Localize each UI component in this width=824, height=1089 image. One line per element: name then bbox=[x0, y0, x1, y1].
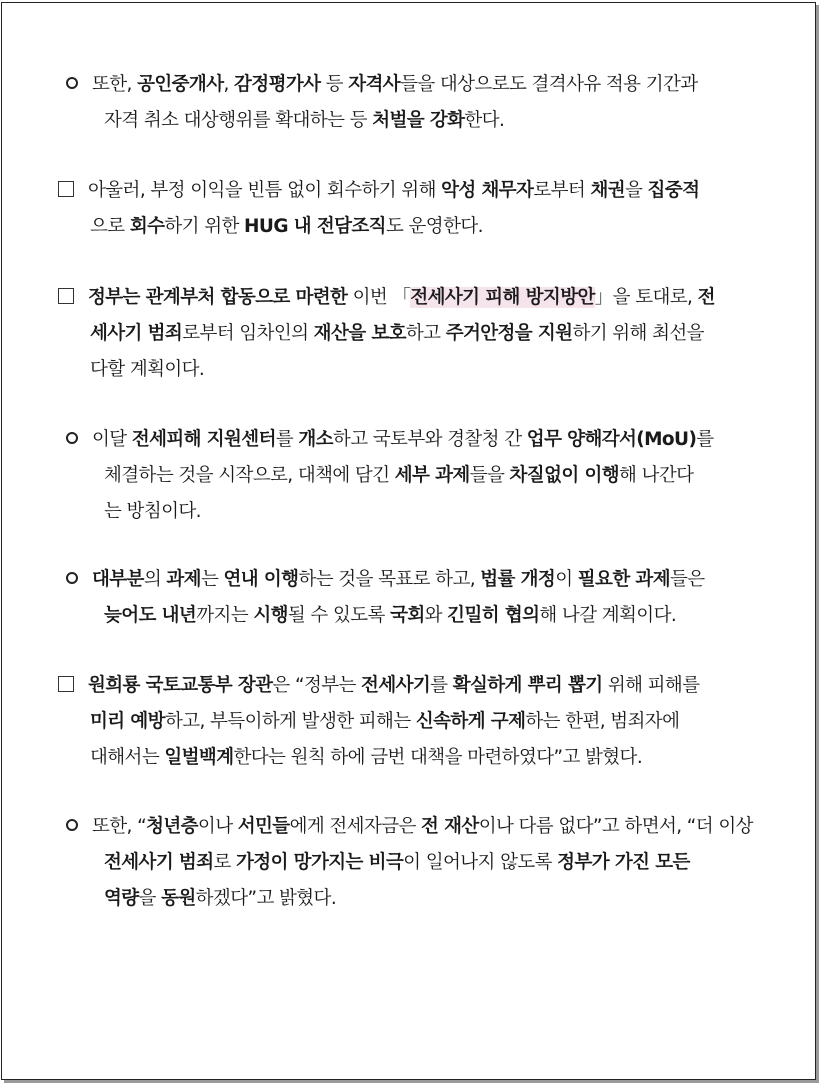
text-segment: 대해서는 bbox=[90, 747, 165, 768]
text-line bbox=[66, 881, 753, 917]
text-segment: 아울러, 부정 이익을 빈틈 없이 회수하기 위해 bbox=[88, 180, 442, 201]
square-bullet-icon bbox=[58, 181, 74, 197]
square-bullet-icon bbox=[58, 676, 74, 692]
text-line bbox=[66, 598, 705, 634]
text-segment: 에게 전세자금은 bbox=[289, 816, 422, 837]
bold-text: 채권 bbox=[590, 180, 625, 201]
bold-text: 전세사기 bbox=[361, 675, 431, 696]
bold-text: 자격사 bbox=[348, 74, 401, 95]
bold-text: 감정평가사 bbox=[234, 74, 321, 95]
text-segment: 하고, 부득이하게 발생한 피해는 bbox=[164, 711, 416, 732]
bold-text: 서민들 bbox=[237, 816, 290, 837]
text-segment: 를 bbox=[430, 675, 453, 696]
bold-text: 청년층 bbox=[146, 816, 198, 837]
bold-text: 악성 채무자 bbox=[441, 180, 534, 201]
text-segment: 체결하는 것을 시작으로, 대책에 담긴 bbox=[104, 465, 395, 486]
text-segment: 이번 「 bbox=[347, 287, 411, 308]
bold-text: 세부 과제 bbox=[394, 465, 470, 486]
text-segment: 를 bbox=[696, 429, 714, 450]
text-segment: 하겠다”고 밝혔다. bbox=[195, 888, 337, 909]
bold-text: 개소 bbox=[298, 429, 333, 450]
text-segment: 는 방침이다. bbox=[104, 501, 201, 522]
text-segment: 한다. bbox=[464, 110, 505, 131]
bold-text: 차질없이 이행 bbox=[509, 465, 619, 486]
text-segment: 위해 피해를 bbox=[602, 675, 700, 696]
text-line bbox=[58, 280, 715, 316]
text-line bbox=[58, 668, 699, 704]
bold-text: 공인중개사 bbox=[137, 74, 224, 95]
square-bullet-icon bbox=[58, 288, 74, 304]
bold-text: 대부분 bbox=[92, 569, 144, 590]
text-segment: 는 bbox=[200, 569, 224, 590]
text-line bbox=[66, 562, 705, 598]
highlighted-text: 전세사기 피해 방지방안 bbox=[410, 287, 595, 308]
text-segment: 을 bbox=[624, 180, 648, 201]
text-segment: 로 bbox=[213, 852, 237, 873]
bold-text: 미리 예방 bbox=[90, 711, 165, 732]
text-segment: 으로 bbox=[90, 216, 130, 237]
text-segment: 로부터 임차인의 bbox=[182, 323, 314, 344]
text-segment: 다할 계획이다. bbox=[90, 359, 205, 380]
bold-text: 원희룡 국토교통부 장관 bbox=[88, 675, 273, 696]
text-segment: 까지는 bbox=[196, 605, 254, 626]
circle-bullet-icon bbox=[66, 819, 78, 831]
document-page bbox=[1, 2, 816, 1080]
bold-text: 회수 bbox=[129, 216, 165, 237]
text-line bbox=[58, 740, 699, 776]
text-line bbox=[66, 845, 753, 881]
text-segment: , bbox=[223, 74, 235, 95]
text-line bbox=[58, 209, 699, 245]
bold-text: 법률 개정 bbox=[480, 569, 556, 590]
text-line bbox=[66, 103, 698, 139]
text-segment: 들은 bbox=[669, 569, 705, 590]
text-line bbox=[58, 352, 715, 388]
paragraph-yearly-implementation bbox=[66, 562, 705, 634]
text-segment: 도 운영한다. bbox=[385, 216, 483, 237]
paragraph-minister-statement bbox=[58, 668, 699, 776]
text-segment: 하고 bbox=[405, 323, 446, 344]
text-segment: 들을 대상으로도 결격사유 적용 기간과 bbox=[400, 74, 698, 95]
bold-text: 전세피해 지원센터 bbox=[131, 429, 276, 450]
text-segment: 들을 bbox=[469, 465, 510, 486]
bold-text: 주거안정을 지원 bbox=[445, 323, 573, 344]
circle-bullet-icon bbox=[66, 432, 78, 444]
text-segment: 하는 것을 목표로 하고, bbox=[298, 569, 481, 590]
bold-text: 동원 bbox=[161, 888, 196, 909]
bold-text: 긴밀히 협의 bbox=[447, 605, 540, 626]
bold-text: 국회 bbox=[390, 605, 425, 626]
text-segment: 하기 위한 bbox=[164, 216, 245, 237]
text-segment: 이 bbox=[555, 569, 578, 590]
text-segment: 자격 취소 대상행위를 확대하는 등 bbox=[104, 110, 373, 131]
bold-text: 전세사기 범죄 bbox=[104, 852, 214, 873]
text-segment: 될 수 있도록 bbox=[287, 605, 391, 626]
circle-bullet-icon bbox=[66, 77, 78, 89]
paragraph-hug-debt-recovery bbox=[58, 173, 699, 245]
bold-text: 늦어도 내년 bbox=[104, 605, 197, 626]
text-segment: 」을 토대로, bbox=[594, 287, 698, 308]
paragraph-support-center bbox=[66, 422, 714, 530]
text-segment: 이 일어나지 않도록 bbox=[403, 852, 558, 873]
text-segment: 은 “정부는 bbox=[272, 675, 362, 696]
bold-text: 업무 양해각서(MoU) bbox=[526, 429, 697, 450]
text-line bbox=[58, 173, 699, 209]
paragraph-minister-quote bbox=[66, 809, 753, 917]
bold-text: 시행 bbox=[253, 605, 288, 626]
text-segment: 를 bbox=[275, 429, 299, 450]
text-segment: 또한, “ bbox=[92, 816, 147, 837]
text-line bbox=[66, 494, 714, 530]
bold-text: 역량 bbox=[104, 888, 139, 909]
text-segment: 이달 bbox=[92, 429, 132, 450]
text-segment: 해 나갈 계획이다. bbox=[539, 605, 677, 626]
text-segment: 등 bbox=[320, 74, 349, 95]
text-line bbox=[66, 458, 714, 494]
text-line bbox=[58, 704, 699, 740]
text-segment: 하는 한편, 범죄자에 bbox=[525, 711, 680, 732]
text-segment: 이나 다름 없다”고 하면서, “더 이상 bbox=[478, 816, 753, 837]
text-segment: 해 나간다 bbox=[619, 465, 694, 486]
text-line bbox=[66, 809, 753, 845]
bold-text: 필요한 과제 bbox=[577, 569, 670, 590]
bold-text: 전 재산 bbox=[421, 816, 479, 837]
text-segment: 로부터 bbox=[533, 180, 591, 201]
bold-text: 일벌백계 bbox=[164, 747, 234, 768]
bold-text: 재산을 보호 bbox=[313, 323, 406, 344]
bold-text: 처벌을 강화 bbox=[372, 110, 465, 131]
text-segment: 한다는 원칙 하에 금번 대책을 마련하였다”고 밝혔다. bbox=[233, 747, 643, 768]
text-line bbox=[66, 422, 714, 458]
text-segment: 하기 위해 최선을 bbox=[572, 323, 704, 344]
text-segment: 을 bbox=[138, 888, 162, 909]
text-segment: 하고 국토부와 경찰청 간 bbox=[332, 429, 527, 450]
text-line bbox=[66, 67, 698, 103]
bold-text: 전 bbox=[697, 287, 715, 308]
bold-text: 집중적 bbox=[647, 180, 700, 201]
paragraph-penalty-strengthening bbox=[66, 67, 698, 139]
bold-text: 과제 bbox=[166, 569, 201, 590]
paragraph-government-plan bbox=[58, 280, 715, 388]
bold-text: HUG 내 전담조직 bbox=[244, 216, 386, 237]
bold-text: 가정이 망가지는 비극 bbox=[236, 852, 404, 873]
bold-text: 신속하게 구제 bbox=[415, 711, 526, 732]
bold-text: 정부가 가진 모든 bbox=[557, 852, 690, 873]
text-segment: 이나 bbox=[197, 816, 238, 837]
text-segment: 와 bbox=[424, 605, 448, 626]
bold-text: 확실하게 뿌리 뽑기 bbox=[452, 675, 603, 696]
bold-text: 정부는 관계부처 합동으로 마련한 bbox=[88, 287, 348, 308]
bold-text: 연내 이행 bbox=[223, 569, 299, 590]
text-segment: 의 bbox=[143, 569, 167, 590]
text-line bbox=[58, 316, 715, 352]
bold-text: 세사기 범죄 bbox=[90, 323, 183, 344]
text-segment: 또한, bbox=[92, 74, 138, 95]
circle-bullet-icon bbox=[66, 572, 78, 584]
